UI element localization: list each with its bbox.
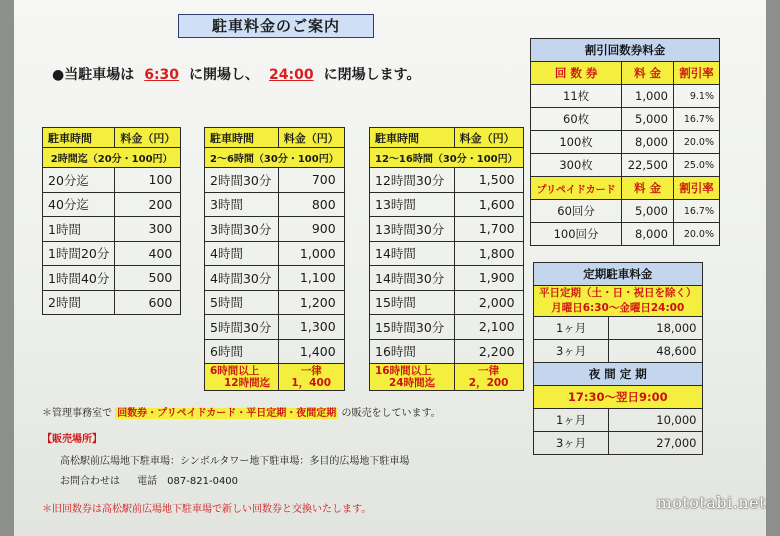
table-row: [531, 223, 720, 246]
price-cell: 1,500: [454, 168, 523, 193]
note-text: ＊管理事務室で: [42, 408, 112, 419]
table-row: [370, 217, 524, 242]
table-row: [534, 432, 703, 455]
page-title: 駐車料金のご案内: [178, 14, 374, 38]
price-cell: 100: [115, 168, 181, 193]
table-subheader: 2時間迄（20分・100円）: [43, 148, 181, 168]
table-row: [43, 217, 181, 242]
table-row: [531, 85, 720, 108]
rate-cell: 16.7%: [673, 108, 719, 131]
table-header: 料 金: [622, 62, 674, 85]
price-cell: 600: [115, 290, 181, 315]
table-row: [534, 317, 703, 340]
rate-cell: 16.7%: [673, 200, 719, 223]
rate-cell: 25.0%: [673, 154, 719, 177]
table-row: [531, 154, 720, 177]
close-time: 24:00: [269, 67, 314, 83]
table-header: 駐車時間: [205, 128, 279, 148]
period-cell: 3ヶ月: [534, 340, 609, 363]
table-row: [205, 241, 345, 266]
duration-cell: 1時間: [43, 217, 115, 242]
duration-cell: 2時間30分: [205, 168, 279, 193]
table-row: [370, 315, 524, 340]
price-cell: 2,000: [454, 290, 523, 315]
duration-cell: 13時間: [370, 192, 455, 217]
contact-line: [60, 472, 238, 487]
table-header: 駐車時間: [43, 128, 115, 148]
table-row: [531, 108, 720, 131]
watermark: mototabi.net: [656, 493, 766, 512]
footer-duration: [370, 364, 455, 391]
table-header: 割引率: [673, 62, 719, 85]
price-cell: 400: [115, 241, 181, 266]
table-footer: [205, 364, 345, 391]
footer-text: 24時間迄: [389, 377, 436, 389]
footer-text: 16時間以上: [375, 365, 432, 377]
price-cell: 8,000: [622, 223, 674, 246]
price-cell: 27,000: [609, 432, 702, 455]
rate-cell: 20.0%: [673, 131, 719, 154]
price-cell: 1,800: [454, 241, 523, 266]
duration-cell: 6時間: [205, 339, 279, 364]
price-cell: 1,700: [454, 217, 523, 242]
footer-duration: [205, 364, 279, 391]
price-cell: 1,000: [622, 85, 674, 108]
contact-label: お問合わせは: [60, 476, 120, 487]
duration-cell: 16時間: [370, 339, 455, 364]
duration-cell: 15時間: [370, 290, 455, 315]
duration-cell: 13時間30分: [370, 217, 455, 242]
open-time: 6:30: [144, 67, 180, 83]
duration-cell: 5時間: [205, 290, 279, 315]
duration-cell: 15時間30分: [370, 315, 455, 340]
table-row: [43, 241, 181, 266]
price-cell: 1,900: [454, 266, 523, 291]
price-cell: 500: [115, 266, 181, 291]
weekday-pass-time: 月曜日6:30～金曜日24:00: [551, 302, 685, 314]
price-cell: 1,100: [278, 266, 344, 291]
table-row: [43, 266, 181, 291]
footer-text: 2，200: [468, 377, 509, 389]
table-header: 料金（円）: [278, 128, 344, 148]
hours-line: [52, 64, 421, 84]
table-header: 駐車時間: [370, 128, 455, 148]
exchange-note: ＊旧回数券は高松駅前広場地下駐車場で新しい回数券と交換いたします。: [42, 504, 372, 515]
commuter-title: 定期駐車料金: [534, 263, 703, 286]
price-cell: 2,200: [454, 339, 523, 364]
table-row: [534, 409, 703, 432]
table-row: [205, 168, 345, 193]
table-header: 料金（円）: [454, 128, 523, 148]
duration-cell: 20分迄: [43, 168, 115, 193]
price-cell: 1,400: [278, 339, 344, 364]
price-cell: 18,000: [609, 317, 702, 340]
price-cell: 5,000: [622, 108, 674, 131]
period-cell: 1ヶ月: [534, 409, 609, 432]
price-cell: 5,000: [622, 200, 674, 223]
table-row: [205, 290, 345, 315]
rate-cell: 9.1%: [673, 85, 719, 108]
table-subheader: 2～6時間（30分・100円）: [205, 148, 345, 168]
duration-cell: 14時間30分: [370, 266, 455, 291]
duration-cell: 3時間30分: [205, 217, 279, 242]
table-row: [205, 217, 345, 242]
duration-cell: 12時間30分: [370, 168, 455, 193]
duration-cell: 2時間: [43, 290, 115, 315]
rate-table-3: [369, 127, 524, 391]
night-pass-time: 17:30～翌日9:00: [534, 386, 703, 409]
rate-cell: 20.0%: [673, 223, 719, 246]
duration-cell: 4時間30分: [205, 266, 279, 291]
footer-price: [454, 364, 523, 391]
table-header: プリペイドカード: [531, 177, 622, 200]
sales-place-label: 【販売場所】: [42, 434, 102, 445]
price-cell: 700: [278, 168, 344, 193]
duration-cell: 3時間: [205, 192, 279, 217]
table-row: [370, 290, 524, 315]
hours-prefix: ●当駐車場は: [52, 67, 135, 83]
table-row: [370, 339, 524, 364]
table-row: [531, 131, 720, 154]
price-cell: 10,000: [609, 409, 702, 432]
rate-table-1: [42, 127, 181, 315]
price-cell: 1,600: [454, 192, 523, 217]
table-row: [43, 290, 181, 315]
duration-cell: 1時間40分: [43, 266, 115, 291]
note-highlight: 回数券・プリペイドカード・平日定期・夜間定期: [117, 408, 337, 419]
footer-text: 一律: [300, 365, 322, 377]
sales-places: 高松駅前広場地下駐車場：シンボルタワー地下駐車場：多目的広場地下駐車場: [60, 456, 410, 467]
commuter-table: [533, 262, 703, 455]
period-cell: 3ヶ月: [534, 432, 609, 455]
table-row: [534, 340, 703, 363]
table-row: [205, 192, 345, 217]
duration-cell: 1時間20分: [43, 241, 115, 266]
coupon-table: [530, 38, 720, 246]
price-cell: 8,000: [622, 131, 674, 154]
hours-mid: に開場し、: [189, 67, 260, 83]
night-pass-title: 夜 間 定 期: [534, 363, 703, 386]
weekday-pass-label: 平日定期（土・日・祝日を除く）: [539, 287, 697, 299]
table-header: 料 金: [622, 177, 674, 200]
count-cell: 100回分: [531, 223, 622, 246]
price-cell: 1,000: [278, 241, 344, 266]
sales-note: [42, 404, 441, 419]
price-cell: 800: [278, 192, 344, 217]
table-row: [205, 315, 345, 340]
table-row: [370, 266, 524, 291]
count-cell: 11枚: [531, 85, 622, 108]
duration-cell: 4時間: [205, 241, 279, 266]
price-cell: 2,100: [454, 315, 523, 340]
duration-cell: 5時間30分: [205, 315, 279, 340]
count-cell: 300枚: [531, 154, 622, 177]
price-cell: 48,600: [609, 340, 702, 363]
rate-table-2: [204, 127, 345, 391]
footer-text: 一律: [478, 365, 500, 377]
price-cell: 1,300: [278, 315, 344, 340]
table-row: [531, 200, 720, 223]
table-row: [370, 241, 524, 266]
table-header: 回 数 券: [531, 62, 622, 85]
price-cell: 200: [115, 192, 181, 217]
footer-text: 12時間迄: [224, 377, 271, 389]
footer-text: 6時間以上: [210, 365, 260, 377]
footer-text: 1，400: [291, 377, 332, 389]
duration-cell: 14時間: [370, 241, 455, 266]
table-footer: [370, 364, 524, 391]
count-cell: 60枚: [531, 108, 622, 131]
contact-tel: 電話 087-821-0400: [137, 476, 239, 487]
table-row: [370, 192, 524, 217]
count-cell: 100枚: [531, 131, 622, 154]
table-header: 料金（円）: [115, 128, 181, 148]
duration-cell: 40分迄: [43, 192, 115, 217]
period-cell: 1ヶ月: [534, 317, 609, 340]
coupon-title: 割引回数券料金: [531, 39, 720, 62]
table-row: [43, 192, 181, 217]
table-subheader: 12～16時間（30分・100円）: [370, 148, 524, 168]
table-row: [205, 339, 345, 364]
price-cell: 900: [278, 217, 344, 242]
price-cell: 1,200: [278, 290, 344, 315]
weekday-pass-header: [534, 286, 703, 317]
table-row: [43, 168, 181, 193]
table-row: [205, 266, 345, 291]
note-text: の販売をしています。: [341, 408, 441, 419]
count-cell: 60回分: [531, 200, 622, 223]
table-row: [370, 168, 524, 193]
price-cell: 22,500: [622, 154, 674, 177]
price-cell: 300: [115, 217, 181, 242]
hours-suffix: に閉場します。: [323, 67, 421, 83]
table-header: 割引率: [673, 177, 719, 200]
footer-price: [278, 364, 344, 391]
